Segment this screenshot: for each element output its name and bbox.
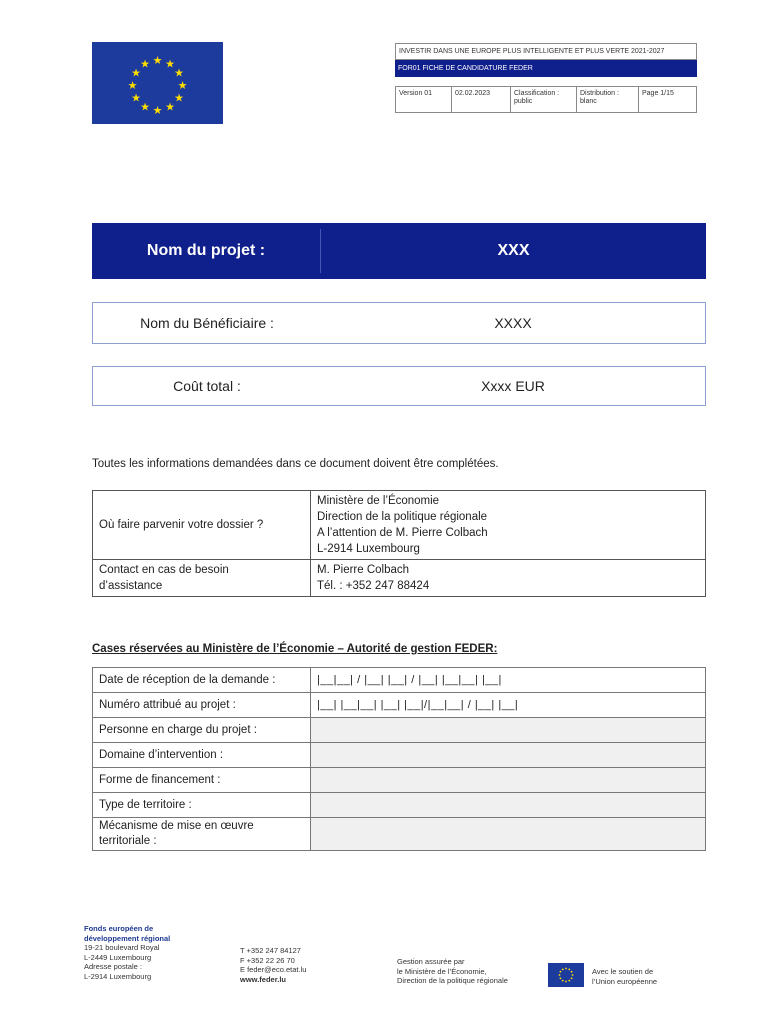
contact-name: M. Pierre Colbach	[317, 564, 410, 576]
contact-label-line: Contact en cas de besoin	[99, 564, 229, 576]
management-line: Direction de la politique régionale	[397, 976, 508, 985]
address-line: L-2914 Luxembourg	[317, 543, 420, 555]
address-line: Direction de la politique régionale	[317, 511, 488, 523]
svg-text:★: ★	[174, 66, 184, 80]
svg-text:★: ★	[165, 100, 175, 114]
eu-flag-logo	[92, 42, 223, 124]
table-row	[93, 718, 706, 743]
email-link[interactable]: E feder@eco.etat.lu	[240, 965, 307, 974]
project-number-label: Numéro attribué au projet :	[93, 693, 311, 718]
page-number: Page 1/15	[642, 90, 674, 97]
fund-name-line: développement régional	[84, 933, 171, 943]
contact-label-line: d’assistance	[99, 580, 163, 592]
address-line: L-2914 Luxembourg	[84, 971, 152, 981]
territorial-mechanism-field[interactable]	[311, 818, 706, 851]
reserved-section-title: Cases réservées au Ministère de l’Économie – Autorité de gestion FEDER:	[92, 643, 498, 655]
date: 02.02.2023	[452, 87, 511, 112]
table-row	[93, 793, 706, 818]
project-number-field[interactable]: |__| |__|__| |__| |__|/|__|__| / |__| |__|	[311, 693, 706, 718]
intervention-domain-field[interactable]	[311, 743, 706, 768]
fund-name-line: Fonds européen de	[84, 924, 154, 933]
project-name-value: XXX	[497, 242, 530, 259]
table-row	[93, 668, 706, 693]
label-line: Mécanisme de mise en œuvre	[99, 820, 254, 832]
reserved-table	[92, 667, 706, 851]
management-line: le Ministère de l’Économie,	[397, 966, 487, 976]
management-line: Gestion assurée par	[397, 957, 465, 966]
svg-text:★: ★	[152, 104, 163, 117]
svg-text:★: ★	[127, 79, 138, 92]
beneficiary-value: XXXX	[494, 315, 532, 331]
project-name-banner	[92, 223, 706, 279]
svg-text:★: ★	[152, 54, 163, 67]
table-row	[93, 693, 706, 718]
svg-text:★: ★	[140, 100, 150, 114]
contact-phone: Tél. : +352 247 88424	[317, 580, 430, 592]
project-manager-label: Personne en charge du projet :	[93, 718, 311, 743]
distribution: Distribution : blanc	[577, 87, 639, 112]
contact-table	[92, 490, 706, 597]
address-line: Ministère de l’Économie	[317, 495, 440, 507]
footer-fund-address	[84, 924, 170, 981]
version: Version 01	[396, 87, 452, 112]
svg-text:★: ★	[131, 91, 141, 105]
project-manager-field[interactable]	[311, 718, 706, 743]
beneficiary-label: Nom du Bénéficiaire :	[140, 315, 274, 331]
svg-text:★: ★	[177, 79, 188, 92]
support-line: Avec le soutien de	[592, 967, 654, 976]
total-cost-box	[92, 366, 706, 406]
project-name-label: Nom du projet :	[146, 242, 266, 259]
classification: Classification : public	[511, 87, 577, 112]
reception-date-label: Date de réception de la demande :	[93, 668, 311, 693]
table-row	[93, 743, 706, 768]
eu-flag-small-logo	[548, 963, 584, 987]
support-line: l’Union européenne	[592, 976, 658, 986]
table-row	[93, 818, 706, 851]
reception-date-field[interactable]: |__|__| / |__| |__| / |__| |__|__| |__|	[311, 668, 706, 693]
territory-type-label: Type de territoire :	[93, 793, 311, 818]
contact-label	[93, 560, 311, 597]
document-header	[395, 43, 697, 113]
fax: F +352 22 26 70	[240, 955, 295, 965]
total-cost-label: Coût total :	[173, 378, 241, 394]
form-title: FOR01 FICHE DE CANDIDATURE FEDER	[395, 60, 697, 77]
table-row	[93, 768, 706, 793]
total-cost-value: Xxxx EUR	[481, 378, 545, 394]
address-line: Adresse postale :	[84, 962, 142, 971]
svg-text:★: ★	[140, 57, 150, 71]
svg-text:★: ★	[174, 91, 184, 105]
eu-stars-icon	[92, 42, 223, 124]
svg-text:★: ★	[165, 57, 175, 71]
address-line: 19-21 boulevard Royal	[84, 943, 160, 952]
footer-management	[397, 957, 508, 986]
website-link[interactable]: www.feder.lu	[240, 974, 286, 984]
svg-text:★: ★	[131, 66, 141, 80]
label-line: territoriale :	[99, 835, 157, 847]
send-label: Où faire parvenir votre dossier ?	[93, 491, 311, 560]
program-title: INVESTIR DANS UNE EUROPE PLUS INTELLIGENTE ET PLUS VERTE 2021-2027	[395, 43, 697, 60]
footer-contact	[240, 946, 306, 984]
financing-form-field[interactable]	[311, 768, 706, 793]
eu-stars-icon	[548, 963, 584, 987]
beneficiary-box	[92, 302, 706, 344]
address-line: A l’attention de M. Pierre Colbach	[317, 527, 488, 539]
completion-note: Toutes les informations demandées dans ce document doivent être complétées.	[92, 458, 499, 470]
table-row	[93, 560, 706, 597]
intervention-domain-label: Domaine d’intervention :	[93, 743, 311, 768]
financing-form-label: Forme de financement :	[93, 768, 311, 793]
send-address	[311, 491, 706, 560]
footer-eu-support	[592, 967, 657, 986]
document-meta	[395, 86, 697, 113]
contact-details	[311, 560, 706, 597]
table-row	[93, 491, 706, 560]
territorial-mechanism-label	[93, 818, 311, 851]
address-line: L-2449 Luxembourg	[84, 952, 152, 962]
phone: T +352 247 84127	[240, 946, 301, 955]
territory-type-field[interactable]	[311, 793, 706, 818]
